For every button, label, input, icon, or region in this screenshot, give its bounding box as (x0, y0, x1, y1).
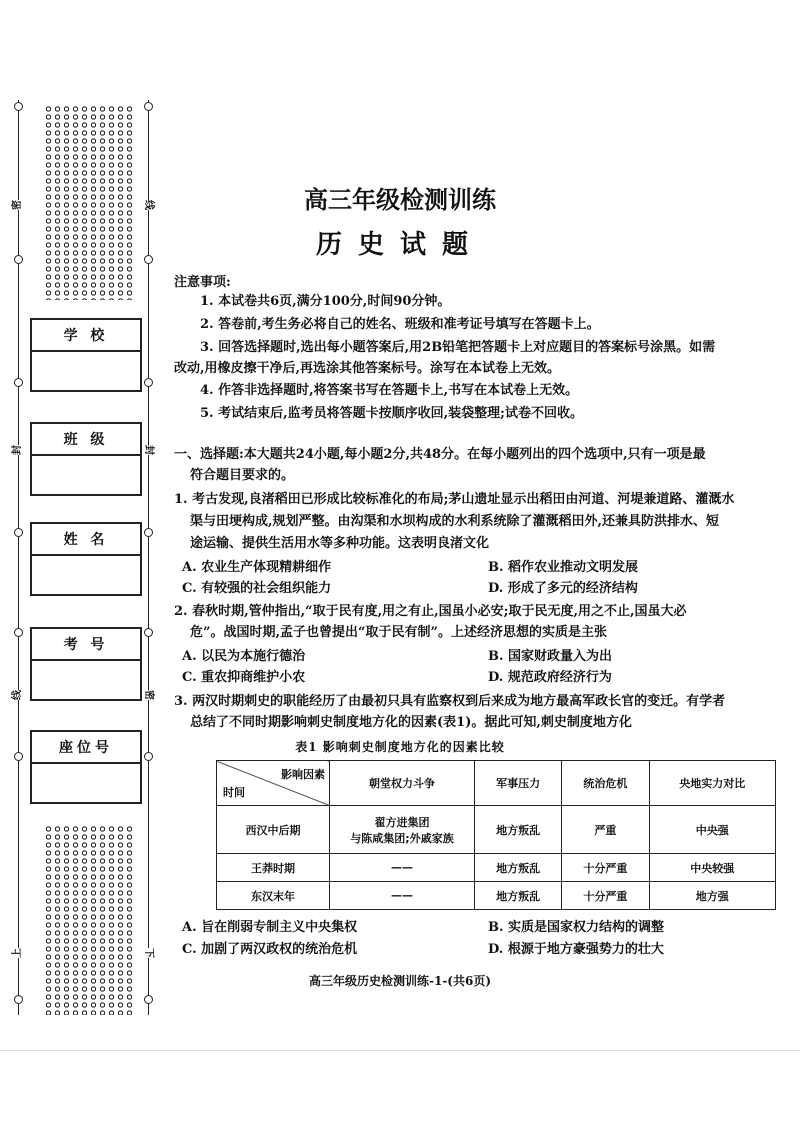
binding-mark: 上 (12, 948, 23, 958)
binding-mark: 密 (12, 200, 23, 210)
question-2-option-d[interactable]: D. 规范政府经济行为 (488, 670, 612, 685)
table-cell: —— (330, 882, 475, 910)
table-header: 央地实力对比 (649, 761, 775, 806)
binding-node (144, 528, 153, 537)
note-item: 4. 作答非选择题时,将答案书写在答题卡上,书写在本试卷上无效。 (200, 383, 579, 398)
seat-number-input-box[interactable] (32, 764, 140, 802)
question-1-stem: 途运输、提供生活用水等多种功能。这表明良渚文化 (190, 536, 490, 551)
binding-node (14, 628, 23, 637)
school-field[interactable] (30, 318, 142, 392)
seat-number-label: 座位号 (32, 732, 140, 764)
table-cell: 地方强 (649, 882, 775, 910)
table-caption: 表1 影响刺史制度地方化的因素比较 (295, 740, 505, 754)
binding-mark: 密 (143, 690, 154, 700)
subject-title: 历史试题 (315, 230, 484, 260)
table-cell: 十分严重 (562, 854, 649, 882)
school-input-box[interactable] (32, 352, 140, 390)
school-label: 学 校 (32, 320, 140, 352)
question-1-option-c[interactable]: C. 有较强的社会组织能力 (182, 581, 332, 596)
class-field[interactable] (30, 422, 142, 496)
notes-heading: 注意事项: (174, 275, 231, 290)
binding-mark: 封 (12, 445, 23, 455)
class-input-box[interactable] (32, 456, 140, 494)
question-2-option-c[interactable]: C. 重农抑商维护小农 (182, 670, 306, 685)
note-item: 3. 回答选择题时,选出每小题答案后,用2B铅笔把答题卡上对应题目的答案标号涂黑。如需 (200, 340, 716, 355)
table-cell: 地方叛乱 (475, 806, 562, 854)
question-1-option-d[interactable]: D. 形成了多元的经济结构 (488, 581, 638, 596)
table-header: 朝堂权力斗争 (330, 761, 475, 806)
table-cell: 中央强 (649, 806, 775, 854)
binding-node (144, 995, 153, 1004)
binding-node (144, 378, 153, 387)
table-header: 统治危机 (562, 761, 649, 806)
table-cell: 中央较强 (649, 854, 775, 882)
note-item: 5. 考试结束后,监考员将答题卡按顺序收回,装袋整理;试卷不回收。 (200, 406, 583, 421)
class-label: 班 级 (32, 424, 140, 456)
table-period-cell: 东汉末年 (217, 882, 330, 910)
exam-number-field[interactable] (30, 627, 142, 701)
page-divider (0, 1050, 800, 1051)
exam-title: 高三年级检测训练 (304, 185, 496, 214)
table-cell: 地方叛乱 (475, 882, 562, 910)
binding-node (14, 995, 23, 1004)
table-corner-top: 影响因素 (281, 768, 325, 781)
table-period-cell: 王莽时期 (217, 854, 330, 882)
question-1-option-b[interactable]: B. 稻作农业推动文明发展 (488, 560, 639, 575)
binding-node (14, 102, 23, 111)
page-footer: 高三年级历史检测训练-1-(共6页) (308, 974, 492, 988)
table-cell: 地方叛乱 (475, 854, 562, 882)
name-field[interactable] (30, 522, 142, 596)
binding-node (14, 528, 23, 537)
table-cell: 翟方进集团 与陈咸集团;外戚家族 (330, 806, 475, 854)
question-2-stem: 危”。战国时期,孟子也曾提出“取于民有制”。上述经济思想的实质是主张 (190, 625, 607, 640)
table-corner-bottom: 时间 (223, 786, 245, 799)
table-header: 军事压力 (475, 761, 562, 806)
question-3-stem: 总结了不同时期影响刺史制度地方化的因素(表1)。据此可知,刺史制度地方化 (190, 715, 632, 730)
question-1-stem: 渠与田埂构成,规划严整。由沟渠和水坝构成的水利系统除了灌溉稻田外,还兼具防洪排水、短 (190, 514, 720, 529)
exam-number-input-box[interactable] (32, 661, 140, 699)
factor-comparison-table (216, 760, 776, 910)
note-item: 2. 答卷前,考生务必将自己的姓名、班级和准考证号填写在答题卡上。 (200, 317, 600, 332)
binding-node (144, 628, 153, 637)
question-1-stem: 1. 考古发现,良渚稻田已形成比较标准化的布局;茅山遗址显示出稻田由河道、河堤兼道路、灌溉水 (174, 492, 735, 507)
binding-mark: 封 (143, 445, 154, 455)
table-corner-cell (217, 761, 330, 806)
name-input-box[interactable] (32, 556, 140, 594)
binding-node (14, 378, 23, 387)
table-period-cell: 西汉中后期 (217, 806, 330, 854)
section-heading: 一、选择题:本大题共24小题,每小题2分,共48分。在每小题列出的四个选项中,只有一项是最 (174, 447, 706, 462)
note-item: 改动,用橡皮擦干净后,再选涂其他答案标号。涂写在本试卷上无效。 (174, 361, 561, 376)
table-cell: 十分严重 (562, 882, 649, 910)
section-heading-continued: 符合题目要求的。 (190, 468, 295, 483)
question-3-option-c[interactable]: C. 加剧了两汉政权的统治危机 (182, 942, 358, 957)
name-label: 姓 名 (32, 524, 140, 556)
binding-mark: 线 (12, 690, 23, 700)
question-3-option-a[interactable]: A. 旨在削弱专制主义中央集权 (182, 920, 358, 935)
question-3-option-d[interactable]: D. 根源于地方豪强势力的壮大 (488, 942, 664, 957)
question-1-option-a[interactable]: A. 农业生产体现精耕细作 (182, 560, 332, 575)
question-3-option-b[interactable]: B. 实质是国家权力结构的调整 (488, 920, 665, 935)
question-3-stem: 3. 两汉时期刺史的职能经历了由最初只具有监察权到后来成为地方最高军政长官的变迁。有学者 (174, 694, 726, 709)
question-2-option-b[interactable]: B. 国家财政量入为出 (488, 649, 613, 664)
question-2-option-a[interactable]: A. 以民为本施行德治 (182, 649, 306, 664)
binding-node (144, 102, 153, 111)
table-cell: —— (330, 854, 475, 882)
binding-mark: 线 (143, 200, 154, 210)
exam-number-label: 考 号 (32, 629, 140, 661)
question-2-stem: 2. 春秋时期,管仲指出,“取于民有度,用之有止,国虽小必安;取于民无度,用之不止,国虽大必 (174, 604, 687, 619)
table-cell: 严重 (562, 806, 649, 854)
note-item: 1. 本试卷共6页,满分100分,时间90分钟。 (200, 294, 451, 309)
binding-mark: 下 (143, 948, 154, 958)
